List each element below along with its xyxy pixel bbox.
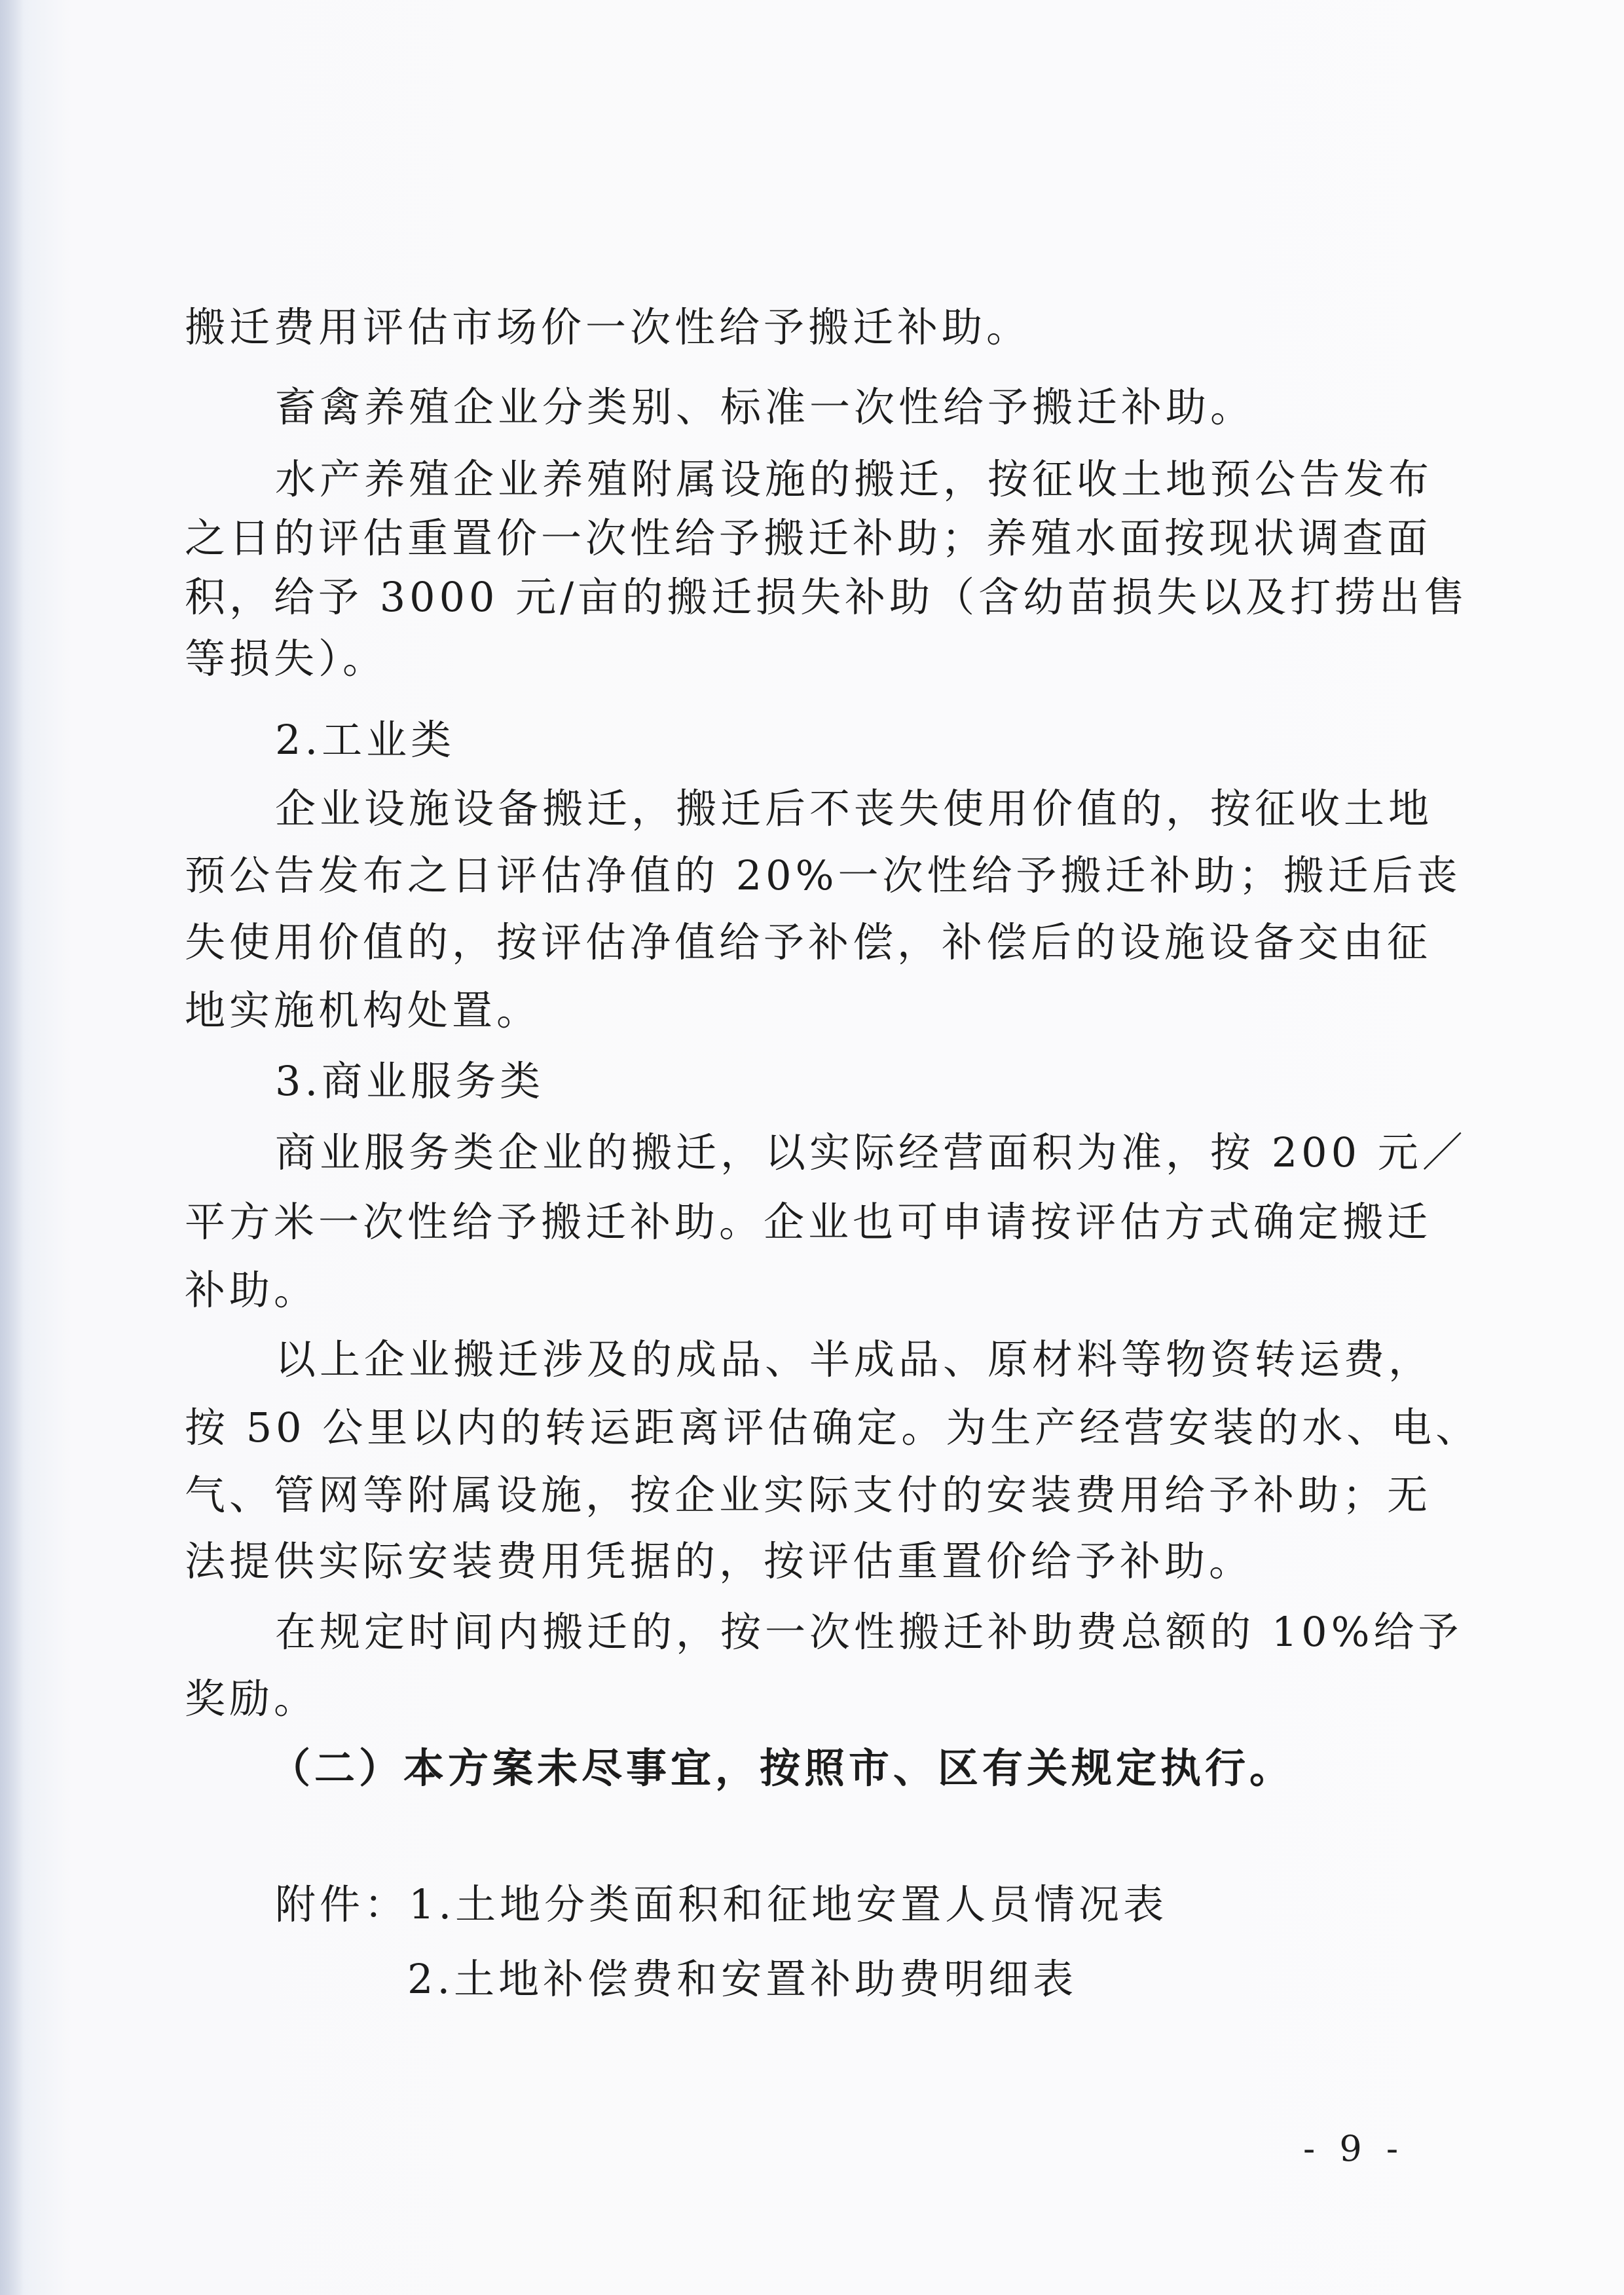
- paragraph-line: 法提供实际安装费用凭据的，按评估重置价给予补助。: [185, 1537, 1254, 1585]
- paragraph-line: 按 50 公里以内的转运距离评估确定。为生产经营安装的水、电、: [185, 1404, 1481, 1451]
- paragraph-line: 补助。: [185, 1266, 319, 1314]
- paragraph-line: 预公告发布之日评估净值的 20%一次性给予搬迁补助；搬迁后丧: [185, 851, 1462, 899]
- paragraph-line: 平方米一次性给予搬迁补助。企业也可申请按评估方式确定搬迁: [185, 1198, 1432, 1246]
- paragraph-line: 搬迁费用评估市场价一次性给予搬迁补助。: [185, 303, 1031, 351]
- paragraph-line: 以上企业搬迁涉及的成品、半成品、原材料等物资转运费，: [275, 1335, 1433, 1383]
- paragraph-line: 企业设施设备搬迁，搬迁后不丧失使用价值的，按征收土地: [275, 785, 1433, 832]
- page-number: - 9 -: [1303, 2128, 1405, 2169]
- paragraph-line: 奖励。: [185, 1675, 319, 1723]
- paragraph-line: 积，给予 3000 元/亩的搬迁损失补助（含幼苗损失以及打捞出售: [185, 573, 1469, 621]
- paragraph-line: 地实施机构处置。: [185, 986, 542, 1034]
- paragraph-line: 失使用价值的，按评估净值给予补偿，补偿后的设施设备交由征: [185, 918, 1432, 966]
- attachment-item: 2.土地补偿费和安置补助费明细表: [407, 1955, 1078, 2003]
- section-heading-industry: 2.工业类: [275, 716, 456, 764]
- section-heading-miscellaneous: （二）本方案未尽事宜，按照市、区有关规定执行。: [270, 1744, 1295, 1792]
- paragraph-line: 水产养殖企业养殖附属设施的搬迁，按征收土地预公告发布: [275, 455, 1433, 503]
- paragraph-line: 之日的评估重置价一次性给予搬迁补助；养殖水面按现状调查面: [185, 514, 1432, 562]
- paragraph-line: 商业服务类企业的搬迁，以实际经营面积为准，按 200 元／: [275, 1129, 1467, 1176]
- paragraph-line: 畜禽养殖企业分类别、标准一次性给予搬迁补助。: [275, 383, 1255, 431]
- paragraph-line: 气、管网等附属设施，按企业实际支付的安装费用给予补助；无: [185, 1471, 1432, 1519]
- attachment-item: 1.土地分类面积和征地安置人员情况表: [409, 1880, 1168, 1928]
- attachments-first-line: [0, 1878, 1624, 1931]
- paragraph-line: 在规定时间内搬迁的，按一次性搬迁补助费总额的 10%给予: [275, 1608, 1463, 1656]
- attachments-label: 附件：: [275, 1880, 409, 1928]
- paragraph-line: 等损失）。: [185, 635, 388, 682]
- section-heading-commercial: 3.商业服务类: [275, 1057, 545, 1105]
